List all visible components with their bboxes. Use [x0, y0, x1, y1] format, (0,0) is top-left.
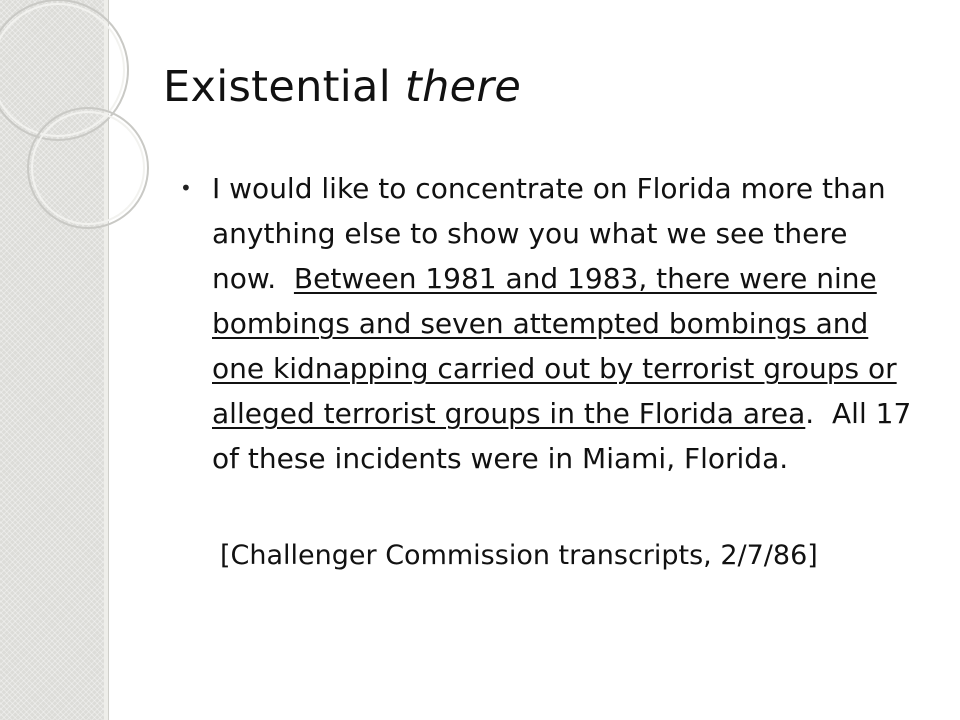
underlined-quote: Between 1981 and 1983, there were nine bombings and seven attempted bombings and one kidnapping carried out by terrorist groups or alleged terrorist groups in the Florida area: [212, 262, 897, 430]
title-main: Existential: [163, 62, 391, 112]
bullet-icon: •: [180, 176, 192, 200]
bullet-closing: All 17 of these incidents were in Miami, Florida.: [212, 397, 912, 475]
decorative-ring-large-inner: [0, 4, 124, 136]
citation: [Challenger Commission transcripts, 2/7/86]: [220, 540, 818, 571]
underline-terminator: .: [805, 397, 815, 430]
decorative-ring-small: [28, 108, 148, 228]
bullet-intro: I would like to concentrate on Florida more than anything else to show you what we see there now.: [212, 172, 886, 295]
title-italic: there: [404, 62, 522, 112]
bullet-item: [180, 166, 925, 481]
bullet-text: [212, 166, 925, 481]
page-title: [163, 62, 521, 112]
decorative-ring-large: [0, 0, 128, 140]
